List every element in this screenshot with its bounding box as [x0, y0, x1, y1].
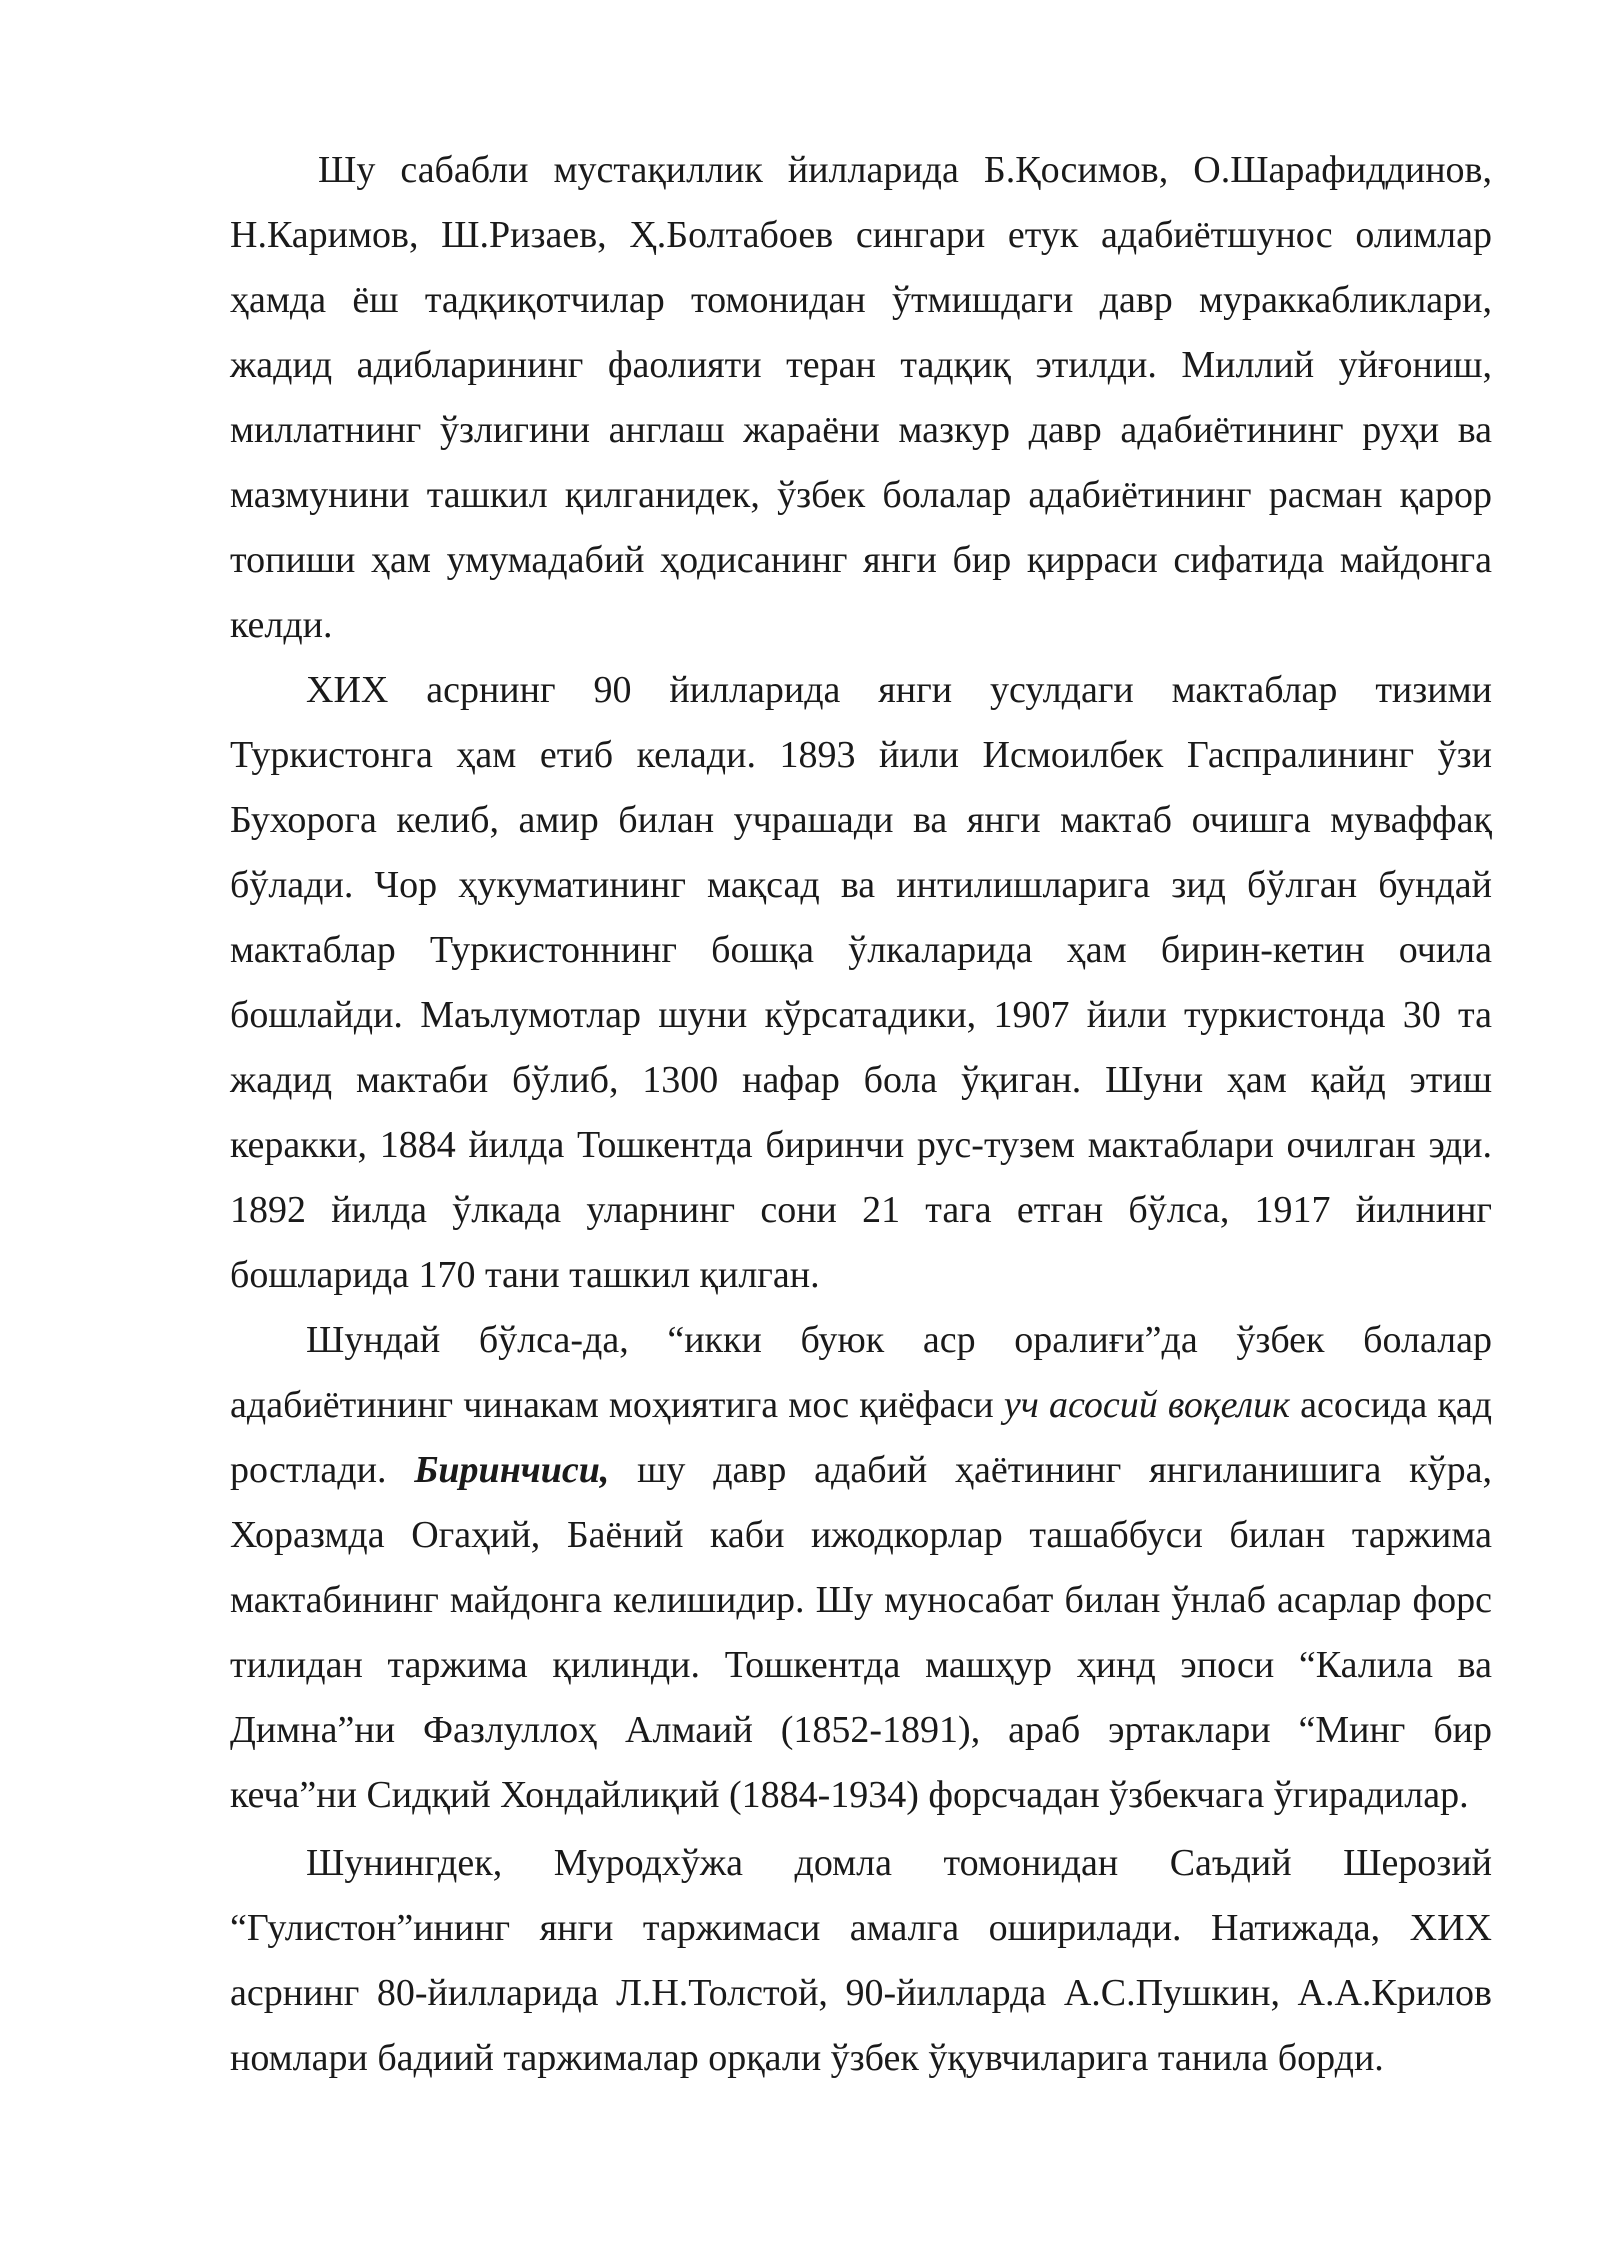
paragraph-3 — [230, 1308, 1492, 1828]
paragraph-4: Шунингдек, Муродхўжа домла томонидан Саъдий Шерозий “Гулистон”ининг янги таржимаси амалга оширилади. Натижада, ХИХ асрнинг 80-йилларида Л.Н.Толстой, 90-йилларда А.С.Пушкин, А.А.Крилов номлари бадиий таржималар орқали ўзбек ўқувчиларига танила борди. — [230, 1842, 1492, 2079]
paragraph-3-text-2: асосида қад ростлади. — [230, 1384, 1492, 1491]
paragraph-2: ХИХ асрнинг 90 йилларида янги усулдаги мактаблар тизими Туркистонга ҳам етиб келади. 1893 йили Исмоилбек Гаспралининг ўзи Бухорога келиб, амир билан учрашади ва янги мактаб очишга муваффақ бўлади. Чор ҳукуматининг мақсад ва интилишларига зид бўлган бундай мактаблар Туркистоннинг бошқа ўлкаларида ҳам бирин-кетин очила бошлайди. Маълумотлар шуни кўрсатадики, 1907 йили туркистонда 30 та жадид мактаби бўлиб, 1300 нафар бола ўқиган. Шуни ҳам қайд этиш керакки, 1884 йилда Тошкентда биринчи рус-тузем мактаблари очилган эди. 1892 йилда ўлкада уларнинг сони 21 тага етган бўлса, 1917 йилнинг бошларида 170 тани ташкил қилган. — [230, 669, 1492, 1296]
paragraph-3-text-3: шу давр адабий ҳаётининг янгиланишига кўра, Хоразмда Огаҳий, Баёний каби ижодкорлар ташаббуси билан таржима мактабининг майдонга келишидир. Шу муносабат билан ўнлаб асарлар форс тилидан таржима қилинди. Тошкентда машҳур ҳинд эпоси “Калила ва Димна”ни Фазлуллоҳ Алмаий (1852-1891), араб эртаклари “Минг бир кеча”ни Сидқий Хондайлиқий (1884-1934) форсчадан ўзбекчага ўгирадилар. — [230, 1449, 1493, 1816]
paragraph-3-italic-phrase: уч асосий воқелик — [1003, 1384, 1290, 1426]
paragraph-1: Шу сабабли мустақиллик йилларида Б.Қосимов, О.Шарафиддинов, Н.Каримов, Ш.Ризаев, Ҳ.Болтабоев сингари етук адабиётшунос олимлар ҳамда ёш тадқиқотчилар томонидан ўтмишдаги давр мураккабликлари, жадид адибларининг фаолияти теран тадқиқ этилди. Миллий уйғониш, миллатнинг ўзлигини англаш жараёни мазкур давр адабиётининг руҳи ва мазмунини ташкил қилганидек, ўзбек болалар адабиётининг расман қарор топиши ҳам умумадабий ҳодисанинг янги бир қирраси сифатида майдонга келди. — [230, 149, 1492, 646]
text-body — [230, 138, 1492, 2091]
paragraph-3-bold-word: Биринчиси, — [414, 1449, 610, 1491]
paragraph-3-text-1: Шундай бўлса-да, “икки буюк аср оралиғи”да ўзбек болалар адабиётининг чинакам моҳиятига мос қиёфаси — [230, 1319, 1492, 1426]
